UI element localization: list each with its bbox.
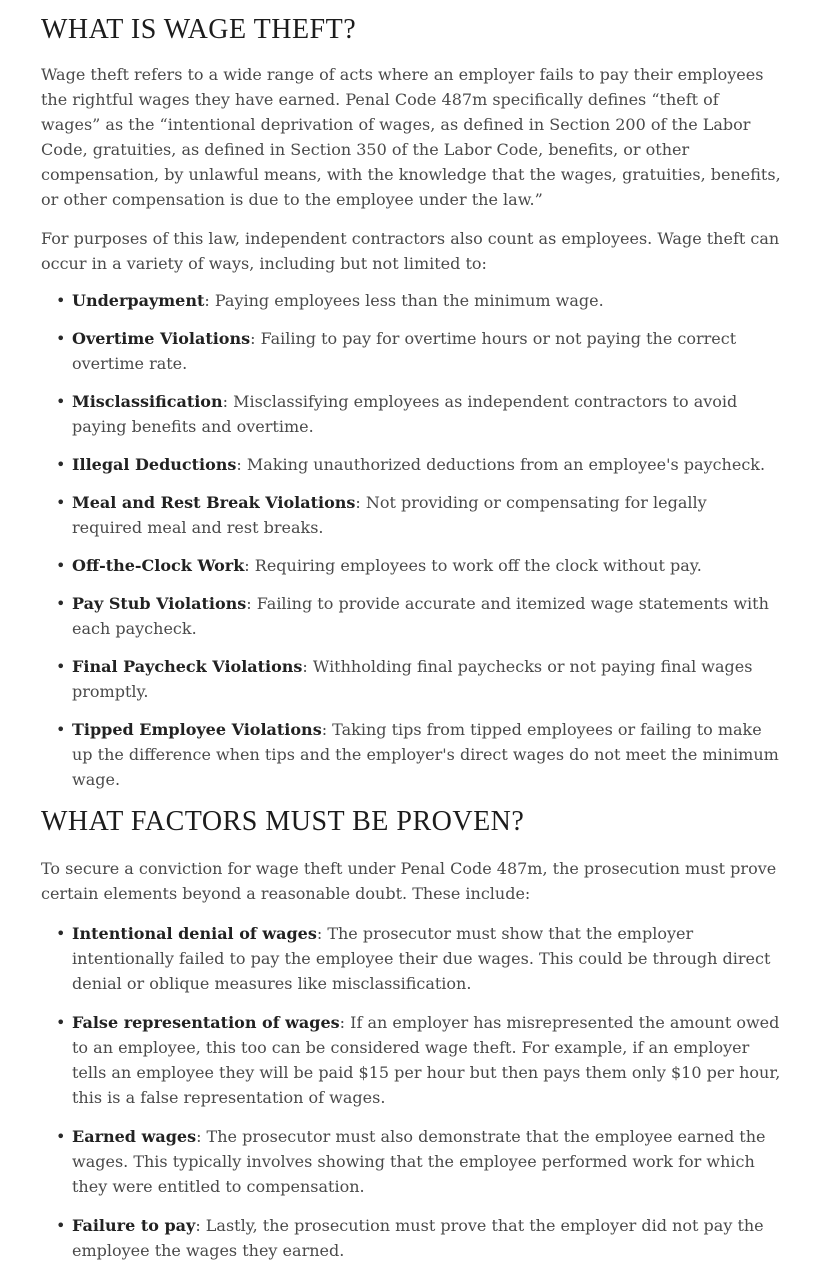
bullet-icon: •	[56, 556, 66, 575]
section-heading-wage-theft: WHAT IS WAGE THEFT?	[41, 14, 357, 45]
list-item	[41, 1213, 781, 1263]
bullet-icon: •	[56, 455, 66, 474]
list-item-term: Underpayment	[72, 291, 205, 310]
list-item-text: : Lastly, the prosecution must prove that the employer did not pay the employee the wages they earned.	[72, 1216, 764, 1260]
list-item	[41, 654, 781, 704]
list-item	[41, 1010, 781, 1110]
list-item	[41, 591, 781, 641]
list-item	[41, 326, 781, 376]
elements-list	[41, 921, 781, 1263]
list-item-text: : Taking tips from tipped employees or failing to make up the difference when tips and the employer's direct wages do not meet the minimum wage.	[72, 720, 779, 789]
bullet-icon: •	[56, 594, 66, 613]
list-item	[41, 553, 781, 578]
list-item	[41, 921, 781, 996]
list-item	[41, 452, 781, 477]
list-item-term: Intentional denial of wages	[72, 924, 317, 943]
bullet-icon: •	[56, 1013, 66, 1032]
list-item-term: Final Paycheck Violations	[72, 657, 303, 676]
contractors-paragraph: For purposes of this law, independent contractors also count as employees. Wage theft can occur in a variety of ways, including but not limited to:	[41, 229, 780, 273]
list-item-term: Illegal Deductions	[72, 455, 237, 474]
list-item-text: : Misclassifying employees as independent contractors to avoid paying benefits and overtime.	[72, 392, 738, 436]
list-item-term: False representation of wages	[72, 1013, 340, 1032]
list-item-term: Pay Stub Violations	[72, 594, 247, 613]
list-item-text: : If an employer has misrepresented the amount owed to an employee, this too can be considered wage theft. For example, if an employer tells an employee they will be paid $15 per hour but then pays them only $10 per hour, this is a false representation of wages.	[72, 1013, 781, 1107]
conviction-paragraph: To secure a conviction for wage theft under Penal Code 487m, the prosecution must prove certain elements beyond a reasonable doubt. These include:	[41, 859, 777, 903]
bullet-icon: •	[56, 1216, 66, 1235]
list-item	[41, 1124, 781, 1199]
list-item-text: : The prosecutor must also demonstrate that the employee earned the wages. This typically involves showing that the employee performed work for which they were entitled to compensation.	[72, 1127, 766, 1196]
list-item	[41, 490, 781, 540]
list-item-text: : Making unauthorized deductions from an employee's paycheck.	[236, 455, 766, 474]
bullet-icon: •	[56, 392, 66, 411]
list-item-term: Off-the-Clock Work	[72, 556, 245, 575]
section-heading-factors: WHAT FACTORS MUST BE PROVEN?	[41, 806, 525, 837]
bullet-icon: •	[56, 329, 66, 348]
list-item-text: : Failing to provide accurate and itemized wage statements with each paycheck.	[72, 594, 769, 638]
list-item-text: : Paying employees less than the minimum wage.	[204, 291, 604, 310]
list-item-text: : The prosecutor must show that the employer intentionally failed to pay the employee their due wages. This could be through direct denial or oblique measures like misclassification.	[72, 924, 771, 993]
list-item-text: : Withholding final paychecks or not paying final wages promptly.	[72, 657, 753, 701]
list-item-text: : Failing to pay for overtime hours or not paying the correct overtime rate.	[72, 329, 737, 373]
bullet-icon: •	[56, 493, 66, 512]
list-item-text: : Requiring employees to work off the clock without pay.	[244, 556, 702, 575]
list-item-term: Misclassification	[72, 392, 223, 411]
list-item-term: Overtime Violations	[72, 329, 251, 348]
bullet-icon: •	[56, 720, 66, 739]
list-item	[41, 288, 781, 313]
list-item	[41, 389, 781, 439]
list-item-term: Meal and Rest Break Violations	[72, 493, 356, 512]
list-item-term: Tipped Employee Violations	[72, 720, 322, 739]
list-item	[41, 717, 781, 792]
bullet-icon: •	[56, 291, 66, 310]
bullet-icon: •	[56, 657, 66, 676]
list-item-term: Earned wages	[72, 1127, 197, 1146]
list-item-text: : Not providing or compensating for legally required meal and rest breaks.	[72, 493, 707, 537]
intro-paragraph: Wage theft refers to a wide range of acts where an employer fails to pay their employees the rightful wages they have earned. Penal Code 487m specifically defines “theft of wages” as the “intentional deprivation of wages, as defined in Section 200 of the Labor Code, gratuities, as defined in Section 350 of the Labor Code, benefits, or other compensation, by unlawful means, with the knowledge that the wages, gratuities, benefits, or other compensation is due to the employee under the law.”	[41, 65, 781, 209]
wage-theft-types-list	[41, 288, 781, 792]
bullet-icon: •	[56, 924, 66, 943]
bullet-icon: •	[56, 1127, 66, 1146]
list-item-term: Failure to pay	[72, 1216, 196, 1235]
